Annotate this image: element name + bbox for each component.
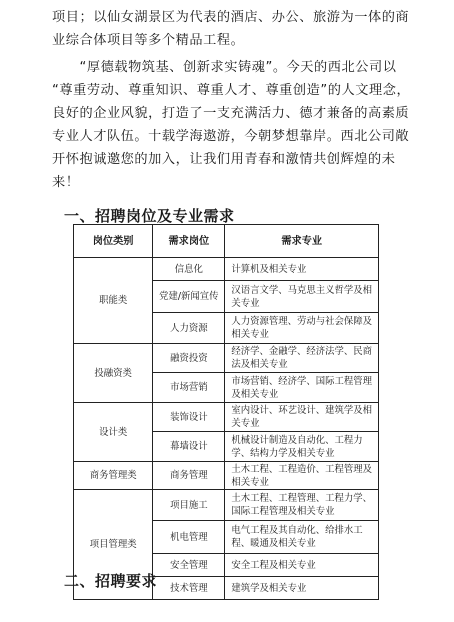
post-cell: 机电管理 xyxy=(153,521,225,554)
post-cell: 党建/新闻宣传 xyxy=(153,281,225,313)
major-cell: 安全工程及相关专业 xyxy=(225,554,379,577)
section-heading-requirements: 二、招聘要求 xyxy=(64,572,158,590)
post-cell: 幕墙设计 xyxy=(153,432,225,462)
intro-paragraph-1 xyxy=(52,6,424,52)
table-row xyxy=(74,258,379,281)
text-line: 良好的企业风貌，打造了一支充满活力、德才兼备的高素质 xyxy=(52,106,410,121)
major-cell: 土木工程、工程管理、工程力学、国际工程管理及相关专业 xyxy=(225,490,379,521)
category-cell: 投融资类 xyxy=(74,344,153,403)
post-cell: 融资投资 xyxy=(153,344,225,373)
major-cell: 机械设计制造及自动化、工程力学、结构力学及相关专业 xyxy=(225,432,379,462)
text-line: 专业人才队伍。十载学海遨游，今朝梦想靠岸。西北公司敞 xyxy=(52,129,410,144)
major-cell: 经济学、金融学、经济法学、民商法及相关专业 xyxy=(225,344,379,373)
recruitment-table xyxy=(73,224,379,600)
major-cell: 土木工程、工程造价、工程管理及相关专业 xyxy=(225,462,379,490)
text-line: 项目；以仙女湖景区为代表的酒店、办公、旅游为一体的商 xyxy=(52,10,410,25)
table-row xyxy=(74,490,379,521)
table-row xyxy=(74,403,379,432)
header-major: 需求专业 xyxy=(225,225,379,258)
post-cell: 商务管理 xyxy=(153,462,225,490)
table-header-row xyxy=(74,225,379,258)
category-cell: 职能类 xyxy=(74,258,153,344)
category-cell: 项目管理类 xyxy=(74,490,153,600)
major-cell: 汉语言文学、马克思主义哲学及相关专业 xyxy=(225,281,379,313)
header-post: 需求岗位 xyxy=(153,225,225,258)
major-cell: 室内设计、环艺设计、建筑学及相关专业 xyxy=(225,403,379,432)
text-line: 开怀抱诚邀您的加入，让我们用青春和激情共创辉煌的未 xyxy=(52,152,396,167)
major-cell: 人力资源管理、劳动与社会保障及相关专业 xyxy=(225,313,379,344)
section-heading-positions: 一、招聘岗位及专业需求 xyxy=(64,207,235,225)
category-cell: 商务管理类 xyxy=(74,462,153,490)
text-line: 业综合体项目等多个精品工程。 xyxy=(52,33,245,48)
post-cell: 装饰设计 xyxy=(153,403,225,432)
text-line: 来！ xyxy=(52,175,80,190)
post-cell: 人力资源 xyxy=(153,313,225,344)
post-cell: 技术管理 xyxy=(153,577,225,600)
major-cell: 计算机及相关专业 xyxy=(225,258,379,281)
post-cell: 信息化 xyxy=(153,258,225,281)
post-cell: 安全管理 xyxy=(153,554,225,577)
table-row xyxy=(74,344,379,373)
major-cell: 电气工程及其自动化、给排水工程、暖通及相关专业 xyxy=(225,521,379,554)
post-cell: 市场营销 xyxy=(153,373,225,403)
text-line: “厚德载物筑基、创新求实铸魂”。今天的西北公司以 xyxy=(52,60,397,75)
major-cell: 市场营销、经济学、国际工程管理及相关专业 xyxy=(225,373,379,403)
category-cell: 设计类 xyxy=(74,403,153,462)
text-line: “尊重劳动、尊重知识、尊重人才、尊重创造”的人文理念， xyxy=(52,83,411,98)
intro-paragraph-2 xyxy=(52,56,424,194)
major-cell: 建筑学及相关专业 xyxy=(225,577,379,600)
header-category: 岗位类别 xyxy=(74,225,153,258)
table-row xyxy=(74,462,379,490)
post-cell: 项目施工 xyxy=(153,490,225,521)
